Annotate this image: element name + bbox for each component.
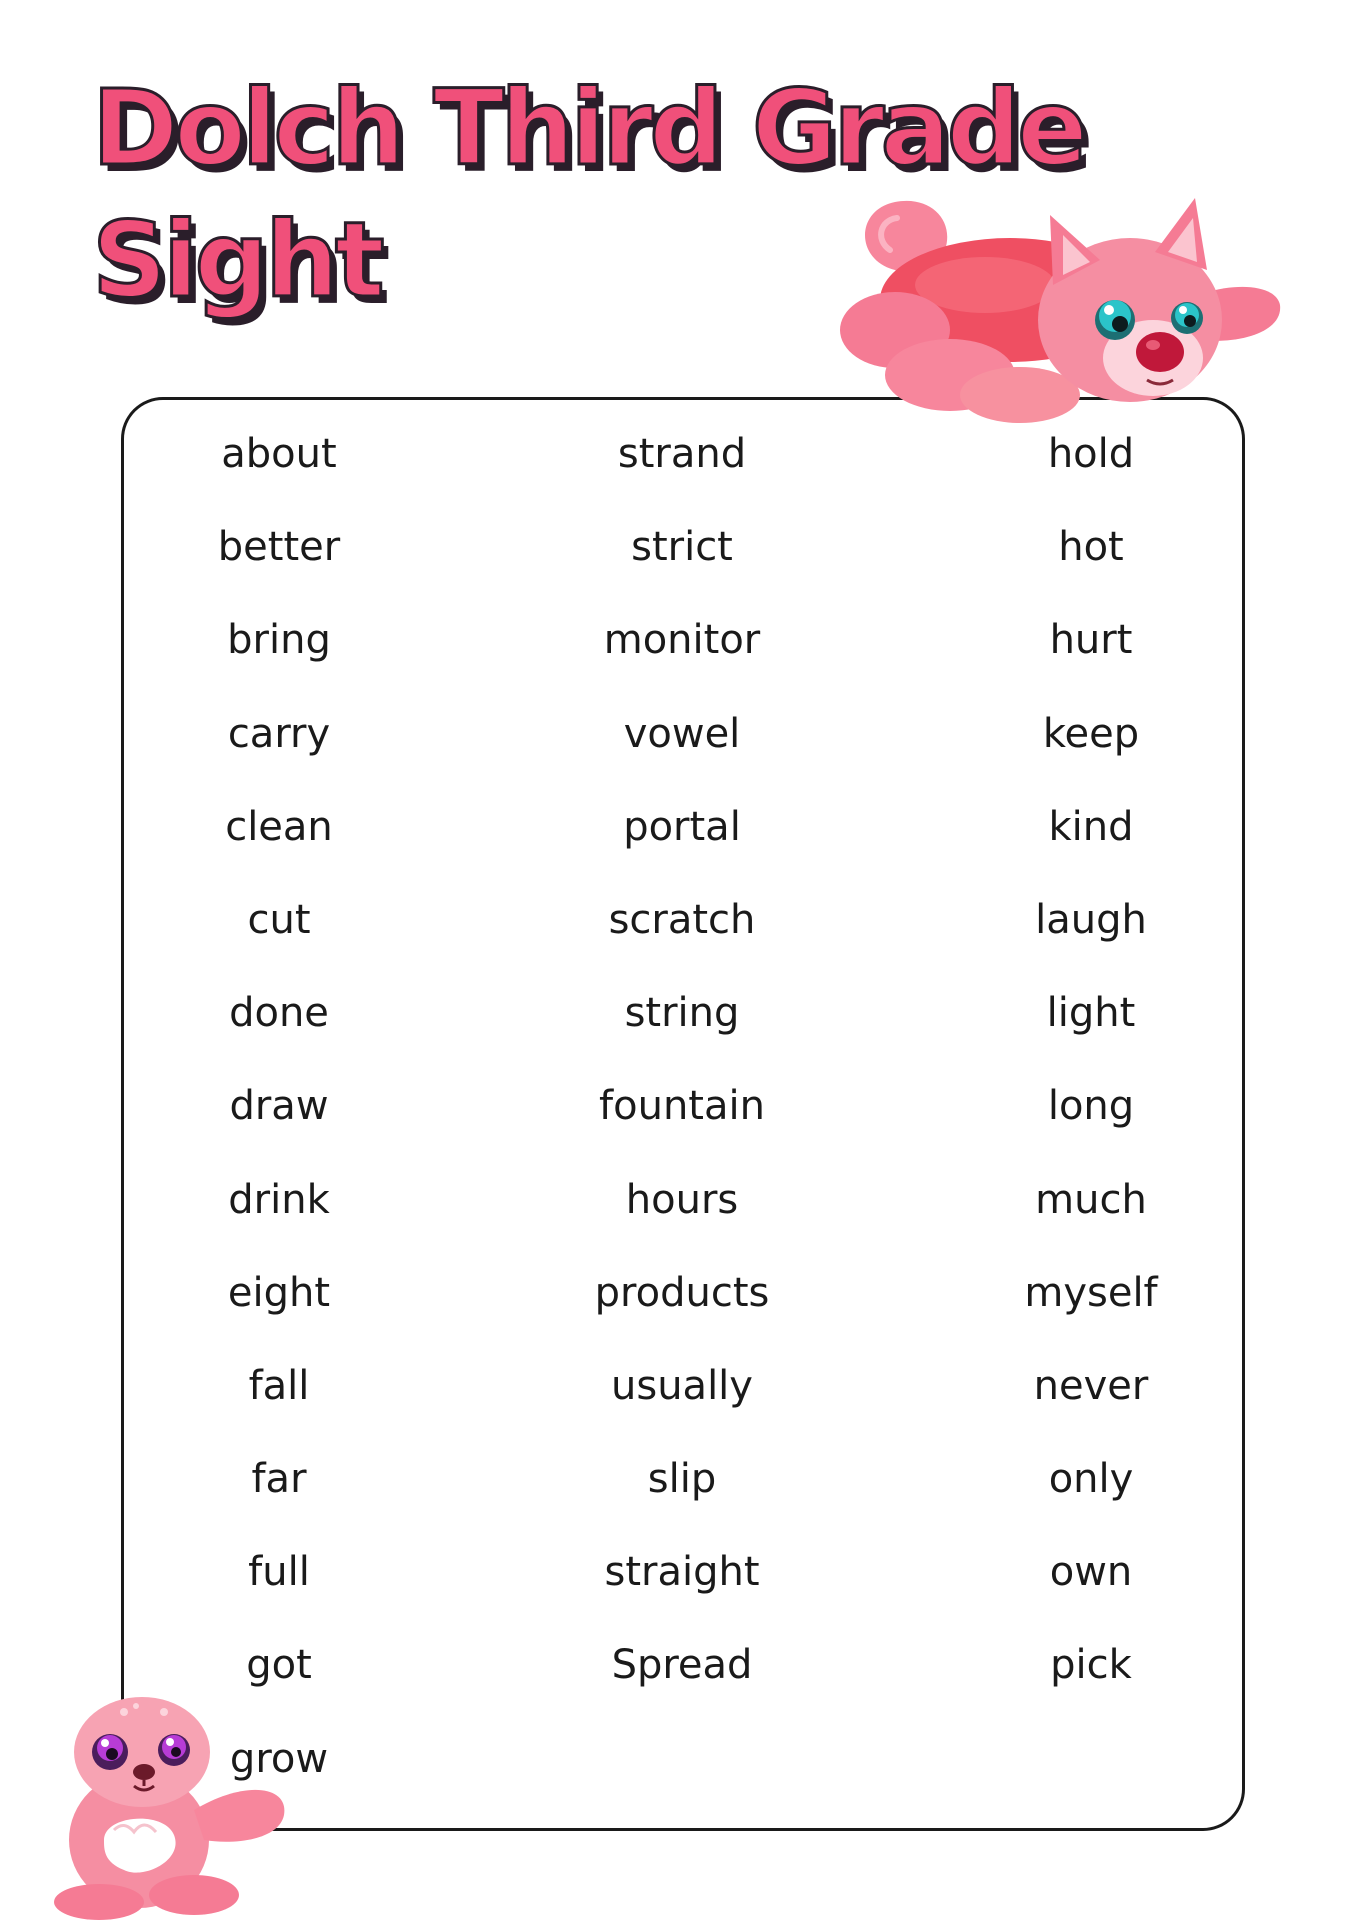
- sight-word: monitor: [603, 617, 761, 664]
- sight-word: pick: [1050, 1642, 1132, 1689]
- sight-word: fall: [248, 1362, 310, 1409]
- pink-puppy-icon: [835, 190, 1285, 430]
- sight-word: done: [229, 990, 329, 1037]
- sight-word: bring: [227, 617, 331, 664]
- sight-word: myself: [1024, 1269, 1158, 1316]
- sight-word: scratch: [608, 896, 756, 943]
- sight-word: got: [246, 1642, 312, 1689]
- sight-word: usually: [611, 1362, 753, 1409]
- sight-word: better: [217, 524, 341, 571]
- sight-word: Spread: [611, 1642, 753, 1689]
- pink-seal-icon: [44, 1690, 294, 1920]
- sight-word: about: [221, 431, 337, 477]
- sight-word: products: [594, 1269, 770, 1316]
- sight-word: long: [1047, 1083, 1135, 1130]
- page-title: Dolch Third Grade Sight: [92, 67, 1084, 321]
- sight-word: hurt: [1049, 617, 1133, 664]
- sight-word: strict: [631, 524, 733, 571]
- sight-word: full: [248, 1549, 310, 1596]
- sight-word: eight: [227, 1269, 331, 1316]
- sight-word: slip: [647, 1456, 717, 1503]
- sight-word: light: [1046, 990, 1136, 1037]
- sight-word: vowel: [623, 710, 741, 757]
- sight-word: grow: [229, 1735, 329, 1782]
- sight-word: straight: [604, 1549, 760, 1596]
- sight-word: hot: [1058, 524, 1124, 571]
- word-column-2: [482, 418, 882, 1723]
- word-column-3: [891, 418, 1291, 1723]
- sight-word: hold: [1047, 431, 1135, 477]
- sight-word: much: [1035, 1176, 1147, 1223]
- sight-word: string: [624, 990, 740, 1037]
- sight-word: never: [1033, 1362, 1149, 1409]
- sight-word: clean: [225, 803, 333, 850]
- sight-word: own: [1049, 1549, 1133, 1596]
- sight-word: cut: [247, 896, 311, 943]
- sight-word: strand: [617, 431, 747, 477]
- sight-word: far: [251, 1456, 307, 1503]
- sight-word: hours: [625, 1176, 739, 1223]
- sight-word: laugh: [1035, 896, 1147, 943]
- sight-word: fountain: [599, 1083, 765, 1130]
- sight-word: drink: [228, 1176, 330, 1223]
- sight-word: keep: [1042, 710, 1140, 757]
- sight-word: carry: [227, 710, 331, 757]
- sight-word: portal: [623, 803, 741, 850]
- sight-word: draw: [229, 1083, 329, 1130]
- sight-word: kind: [1048, 803, 1134, 850]
- sight-word: only: [1048, 1456, 1134, 1503]
- word-column-1: [79, 418, 479, 1816]
